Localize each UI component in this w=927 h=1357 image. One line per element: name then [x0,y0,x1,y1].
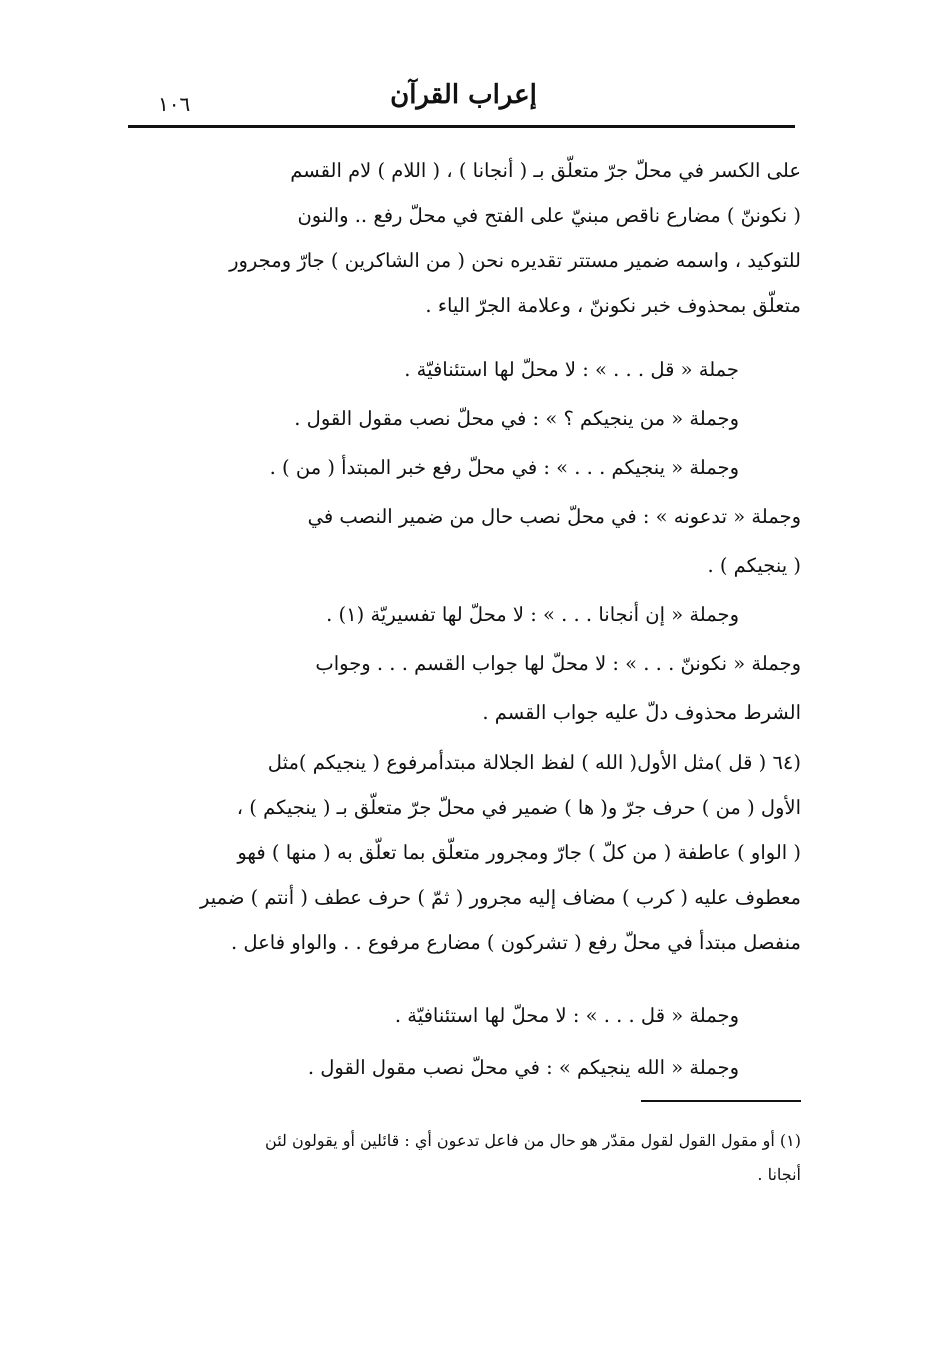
header-divider [128,125,795,128]
sentence-analysis-list-1 [123,345,801,737]
footnote [123,1124,801,1192]
footnote-divider [641,1100,801,1102]
footnote-line: (١) أو مقول القول لقول مقدّر هو حال من فاعل تدعون أي : قائلين أو يقولون لئن [265,1131,801,1150]
text-line: متعلّق بمحذوف خبر نكوننّ ، وعلامة الجرّ الياء . [425,294,801,317]
sentence-line: وجملة « من ينجيكم ؟ » : في محلّ نصب مقول القول . [294,407,739,430]
sentence-line: جملة « قل . . . » : لا محلّ لها استئنافيّة . [404,358,739,381]
text-line: الأول ( من ) حرف جرّ و( ها ) ضمير في محلّ جرّ متعلّق بـ ( ينجيكم ) ، [236,796,801,819]
sentence-line: الشرط محذوف دلّ عليه جواب القسم . [482,701,801,724]
text-line: ( الواو ) عاطفة ( من كلّ ) جارّ ومجرور متعلّق بما تعلّق به ( منها ) فهو [237,841,801,864]
sentence-line: وجملة « قل . . . » : لا محلّ لها استئنافيّة . [394,1004,739,1027]
sentence-line: وجملة « تدعونه » : في محلّ نصب حال من ضمير النصب في [307,505,801,528]
sentence-line: وجملة « ينجيكم . . . » : في محلّ رفع خبر المبتدأ ( من ) . [269,456,739,479]
running-header-title: إعراب القرآن [390,80,537,110]
text-line: على الكسر في محلّ جرّ متعلّق بـ ( أنجانا ) ، ( اللام ) لام القسم [290,159,801,182]
text-line: ( نكوننّ ) مضارع ناقص مبنيّ على الفتح في محلّ رفع .. والنون [297,204,801,227]
footnote-line: أنجانا . [757,1165,801,1184]
text-line: معطوف عليه ( كرب ) مضاف إليه مجرور ( ثمّ ) حرف عطف ( أنتم ) ضمير [199,886,801,909]
sentence-analysis-list-2 [123,990,801,1094]
text-line: للتوكيد ، واسمه ضمير مستتر تقديره نحن ( من الشاكرين ) جارّ ومجرور [229,249,801,272]
page-number: ١٠٦ [158,92,191,116]
text-line: (٦٤ ( قل )مثل الأول( الله ) لفظ الجلالة مبتدأمرفوع ( ينجيكم )مثل [267,751,801,774]
sentence-line: وجملة « نكوننّ . . . » : لا محلّ لها جواب القسم . . . وجواب [315,652,801,675]
paragraph-verse-64-analysis [123,740,801,965]
text-line: منفصل مبتدأ في محلّ رفع ( تشركون ) مضارع مرفوع . . والواو فاعل . [230,931,801,954]
sentence-line: ( ينجيكم ) . [707,554,801,577]
paragraph-grammar-analysis-1 [123,148,801,328]
sentence-line: وجملة « الله ينجيكم » : في محلّ نصب مقول القول . [307,1056,739,1079]
sentence-line: وجملة « إن أنجانا . . . » : لا محلّ لها تفسيريّة (١) . [326,603,739,626]
